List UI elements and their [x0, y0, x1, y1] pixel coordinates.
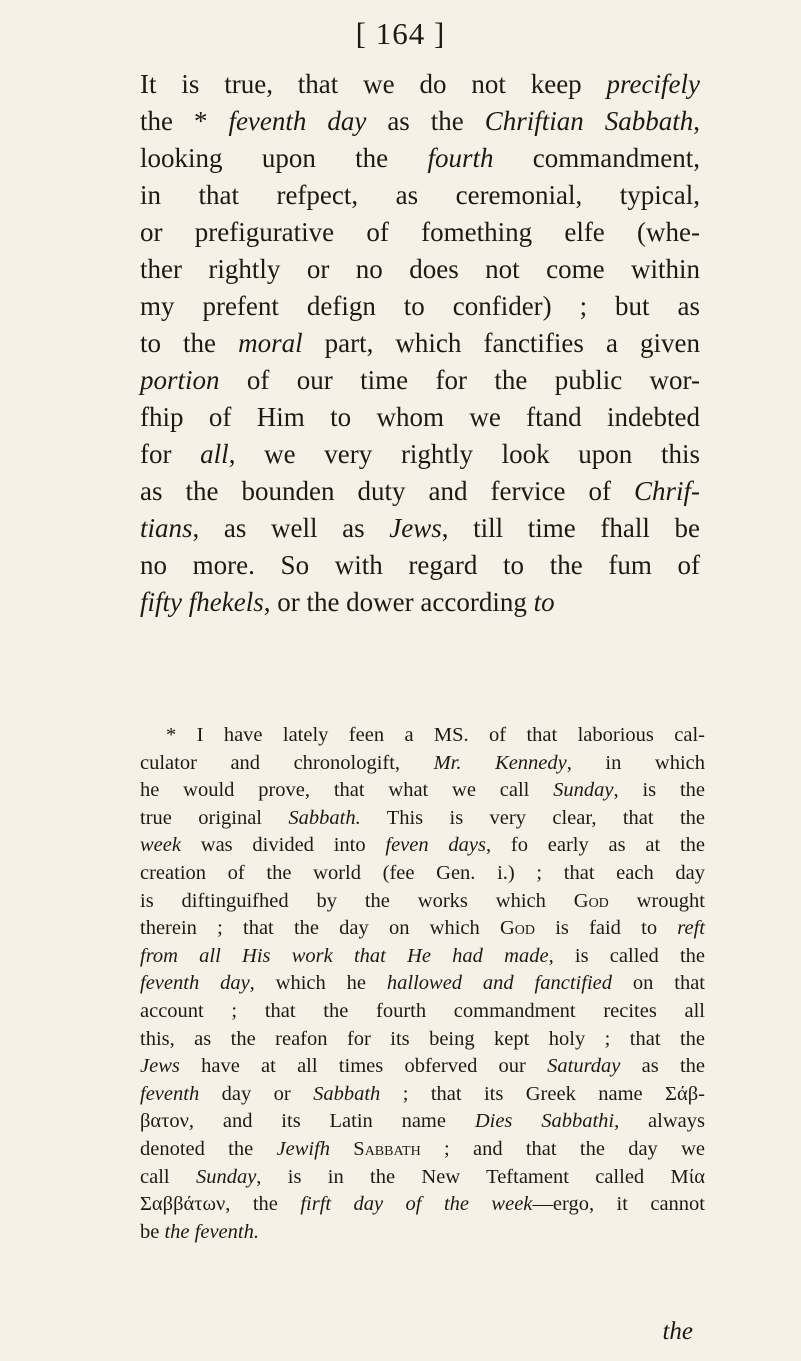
text-run: the feventh. — [164, 1220, 259, 1243]
text-run: Sabbath — [353, 1137, 421, 1160]
text-run: moral — [238, 328, 303, 358]
text-run: have at all times obferved our — [179, 1055, 548, 1078]
text-line — [140, 362, 700, 399]
text-run: culator and chronologift, — [140, 751, 434, 774]
text-run: , is in the New Teftament called Μία — [256, 1165, 705, 1188]
text-run: reft — [677, 917, 705, 940]
text-run: feventh day — [228, 106, 367, 136]
text-run: ther rightly or no does not come within — [140, 254, 700, 284]
text-run: to the — [140, 328, 239, 358]
footnote-line — [140, 1081, 705, 1109]
text-line — [140, 251, 700, 288]
page-number-header: [ 164 ] — [355, 16, 446, 51]
text-run: to — [533, 587, 555, 617]
text-run: God — [573, 889, 609, 912]
text-run: feventh — [140, 1082, 200, 1105]
footnote-line — [140, 915, 705, 943]
text-run: this, as the reafon for its being kept holy ; that the — [140, 1027, 705, 1050]
text-line — [140, 436, 700, 473]
text-run: Sunday — [553, 779, 614, 802]
text-run: day or — [199, 1082, 314, 1105]
text-run: be — [140, 1220, 165, 1243]
footnote-line — [140, 805, 705, 833]
text-line — [140, 473, 700, 510]
text-run: portion — [140, 365, 220, 395]
text-run: or prefigurative of fomething elfe (whe- — [140, 217, 700, 247]
text-run: looking upon the — [140, 143, 428, 173]
footnote-line — [140, 998, 705, 1026]
text-run: wrought — [608, 889, 706, 912]
text-run: true original — [140, 806, 289, 829]
text-run: tians — [140, 513, 193, 543]
text-run: fifty fhekels — [140, 587, 264, 617]
text-run: , is the — [613, 779, 705, 802]
text-run: commandment, — [493, 143, 700, 173]
text-run: feven days — [385, 834, 486, 857]
text-run: , is called the — [548, 944, 705, 967]
footnote-line — [140, 860, 705, 888]
text-run: , always — [614, 1110, 705, 1133]
footnote-line — [140, 1136, 705, 1164]
text-run: no more. So with regard to the fum of — [140, 550, 700, 580]
text-run: week — [140, 834, 181, 857]
footnote-line — [140, 750, 705, 778]
text-run: ; that its Greek name Σάβ- — [380, 1082, 705, 1105]
footnote — [140, 722, 705, 1246]
catchword: the — [662, 1318, 693, 1345]
text-run: Sabbath — [313, 1082, 381, 1105]
footnote-line — [140, 1108, 705, 1136]
text-run: Chrif- — [633, 476, 700, 506]
main-text — [140, 66, 700, 621]
text-line — [140, 288, 700, 325]
text-run: , as well as — [192, 513, 390, 543]
text-run: in that refpect, as ceremonial, typical, — [140, 180, 700, 210]
text-run: call — [140, 1165, 196, 1188]
text-run: hallowed and fanctified — [386, 972, 612, 995]
text-run: —ergo, it cannot — [532, 1193, 705, 1216]
text-run: creation of the world (fee Gen. i.) ; that each day — [140, 861, 705, 884]
footnote-line — [140, 888, 705, 916]
text-run: fourth — [427, 143, 494, 173]
text-run: ; and that the day we — [420, 1137, 705, 1160]
footnote-line — [140, 1164, 705, 1192]
text-run: * I have lately feen a MS. of that laborious cal- — [166, 724, 705, 746]
text-run: precifely — [606, 69, 700, 99]
text-run: , or the dower according — [263, 587, 534, 617]
text-run: on that — [612, 972, 705, 995]
text-line — [140, 510, 700, 547]
footnote-line — [140, 943, 705, 971]
text-run: he would prove, that what we call — [140, 779, 554, 802]
footnote-line — [140, 832, 705, 860]
text-run: This is very clear, that the — [360, 806, 705, 829]
text-run: , fo early as at the — [486, 834, 706, 857]
text-line — [140, 547, 700, 584]
text-run: βατον, and its Latin name — [140, 1110, 475, 1133]
text-run: Σαββάτων, the — [140, 1193, 301, 1216]
footnote-line — [140, 777, 705, 805]
text-run: part, which fanctifies a given — [302, 328, 700, 358]
text-run: is faid to — [535, 917, 678, 940]
text-run: therein ; that the day on which — [140, 917, 500, 940]
text-run: Jewifh — [276, 1137, 331, 1160]
text-run — [330, 1138, 353, 1160]
text-run: Sunday — [195, 1165, 257, 1188]
text-run: Chriftian Sabbath — [484, 106, 694, 136]
text-run: account ; that the fourth commandment recites all — [140, 999, 705, 1022]
text-line — [140, 177, 700, 214]
footnote-line — [140, 970, 705, 998]
text-line — [140, 103, 700, 140]
text-run: , we very rightly look upon this — [228, 439, 701, 469]
text-run: is diftinguifhed by the works which — [140, 889, 574, 912]
text-run: for — [140, 439, 201, 469]
text-line — [140, 399, 700, 436]
text-run: was divided into — [180, 834, 386, 857]
footnote-line — [140, 1053, 705, 1081]
text-run: denoted the — [140, 1137, 277, 1160]
text-line — [140, 325, 700, 362]
footnote-line — [140, 722, 705, 750]
text-line — [140, 584, 700, 621]
text-run: , — [693, 106, 700, 136]
text-line — [140, 140, 700, 177]
text-run: , in which — [566, 751, 706, 774]
text-run: as the — [366, 106, 485, 136]
text-run: , till time fhall be — [441, 513, 700, 543]
text-run: It is true, that we do not keep — [140, 69, 607, 99]
footnote-line — [140, 1026, 705, 1054]
text-run: of our time for the public wor- — [219, 365, 700, 395]
text-run: Saturday — [547, 1055, 621, 1078]
text-run: fhip of Him to whom we ftand indebted — [140, 402, 700, 432]
text-run: my prefent defign to confider) ; but as — [140, 291, 700, 321]
text-run: feventh day — [140, 972, 250, 995]
text-run: Sabbath. — [288, 806, 361, 829]
text-run: as the — [620, 1055, 705, 1078]
text-run: God — [499, 917, 535, 940]
text-line — [140, 66, 700, 103]
text-run: as the bounden duty and fervice of — [140, 476, 634, 506]
text-run: the * — [140, 106, 229, 136]
text-run: Jews — [140, 1055, 180, 1078]
text-run: Mr. Kennedy — [433, 751, 567, 774]
text-line — [140, 214, 700, 251]
footnote-line — [140, 1191, 705, 1219]
text-run: Dies Sabbathi — [474, 1110, 615, 1133]
text-run: from all His work that He had made — [140, 944, 549, 967]
text-run: , which he — [249, 972, 387, 995]
text-run: Jews — [389, 513, 442, 543]
footnote-line — [140, 1219, 705, 1247]
text-run: all — [200, 439, 229, 469]
text-run: firft day of the week — [300, 1193, 533, 1216]
